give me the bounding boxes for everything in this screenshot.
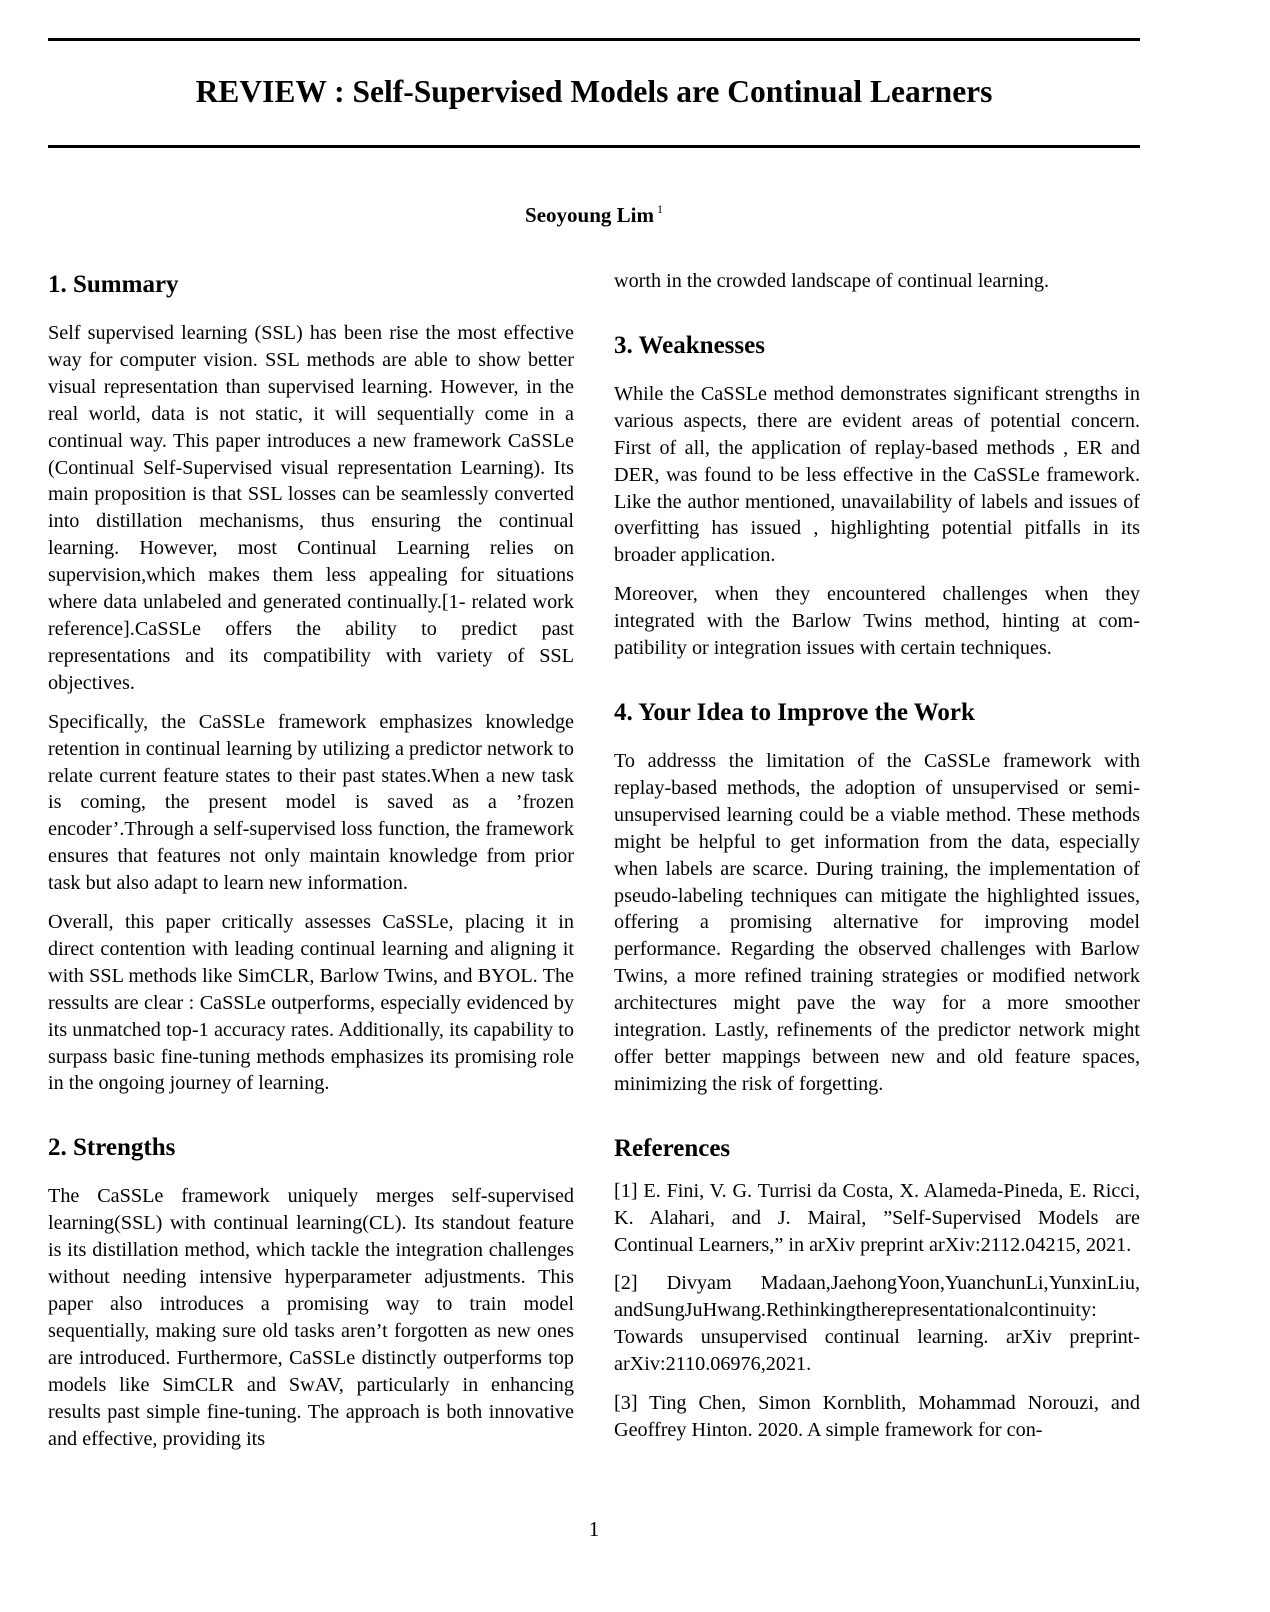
paper-title: REVIEW : Self-Supervised Models are Continual Learners xyxy=(195,74,993,109)
improve-paragraph: To addresss the limitation of the CaSSLe framework with replay-based methods, the adoption of unsupervised or semi-unsupervised learning could be a viable method. These methods might be helpful to get information from the data, especially when labels are scarce. During training, the implementation of pseudo-labeling techniques can mitigate the highlighted issues, offering a promising alternative for improving model performance. Regarding the observed challenges with Barlow Twins, a more refined training strategies or modified network architectures might pave the way for a more smoother integration. Lastly, refinements of the predictor network might offer better mappings between new and old feature spaces, minimizing the risk of forgetting. xyxy=(614,749,1140,1095)
author-line xyxy=(48,195,1140,229)
summary-heading: 1. Summary xyxy=(48,271,179,298)
references-heading: References xyxy=(614,1134,731,1162)
left-column xyxy=(48,268,574,1464)
author-affiliation-mark: 1 xyxy=(656,202,663,216)
summary-paragraph: Specifically, the CaSSLe framework emphasizes knowledge retention in continual learning by utilizing a predictor network to relate current feature states to their past states.When a new task is coming, the present model is saved as a ’frozen encoder’.Through a self-supervised loss function, the framework ensures that features not only maintain knowledge from prior task but also adapt to learn new information. xyxy=(48,710,574,895)
title-bottom-rule xyxy=(48,145,1140,148)
summary-paragraph: Self supervised learning (SSL) has been rise the most effective way for computer vision. SSL methods are able to show better visual representation than supervised learning. However, in the real world, data is not static, it will sequentially come in a continual way. This paper introduces a new framework CaSSLe (Continual Self-Supervised visual representation Learning). Its main proposition is that SSL losses can be seamlessly converted into distillation mechanisms, thus ensuring the continual learning. However, most Continual Learning relies on supervision,which makes them less appealing for situations where data unlabeled and generated continually.[1- related work reference].CaSSLe offers the ability to predict past representations and its compatibility with variety of SSL objectives. xyxy=(48,322,574,694)
strengths-paragraph: The CaSSLe framework uniquely merges self-supervised learning(SSL) with continual learning(CL). Its standout feature is its distillation method, which tackle the integration challenges without needing intensive hyperparameter adjustments. This paper also introduces a promising way to train model sequentially, making sure old tasks aren’t forgotten as new ones are introduced. Furthermore, CaSSLe distinctly outperforms top models like SimCLR and SwAV, particularly in enhancing results past simple fine-tuning. The approach is both innovative and effective, providing its xyxy=(48,1185,574,1450)
page-number: 1 xyxy=(588,1517,600,1541)
improve-heading: 4. Your Idea to Improve the Work xyxy=(614,698,975,726)
author-name: Seoyoung Lim xyxy=(525,203,654,227)
weaknesses-paragraph: While the CaSSLe method demonstrates significant strengths in various aspects, there are evident areas of potential concern. First of all, the application of replay-based methods , ER and DER, was found to be less effective in the CaSSLe framework. Like the author mentioned, unavailability of labels and issues of overfitting has issued , highlighting potential pitfalls in its broader application. xyxy=(614,382,1140,567)
strengths-heading: 2. Strengths xyxy=(48,1134,176,1162)
right-column xyxy=(614,268,1140,1456)
reference-item: [2] Divyam Madaan,JaehongYoon,YuanchunLi,YunxinLiu, andSungJuHwang.Rethinkingtherepresentationalcontinuity: Towards unsupervised continual learning. arXiv preprint-arXiv:2110.06976,2021. xyxy=(614,1272,1140,1376)
reference-item: [3] Ting Chen, Simon Kornblith, Mohammad Norouzi, and Geoffrey Hinton. 2020. A simple framework for con- xyxy=(614,1392,1140,1441)
weaknesses-paragraph: Moreover, when they encountered challenges when they integrated with the Barlow Twins method, hinting at compatibility or integration issues with certain techniques. xyxy=(614,583,1140,660)
strengths-paragraph-continued: worth in the crowded landscape of continual learning. xyxy=(614,270,1050,292)
title-top-rule xyxy=(48,38,1140,41)
summary-paragraph: Overall, this paper critically assesses CaSSLe, placing it in direct contention with leading continual learning and aligning it with SSL methods like SimCLR, Barlow Twins, and BYOL. The ressults are clear : CaSSLe outperforms, especially evidenced by its unmatched top-1 accuracy rates. Additionally, its capability to surpass basic fine-tuning methods emphasizes its promising role in the ongoing journey of learning. xyxy=(48,911,574,1095)
weaknesses-heading: 3. Weaknesses xyxy=(614,331,765,359)
reference-item: [1] E. Fini, V. G. Turrisi da Costa, X. Alameda-Pineda, E. Ricci, K. Alahari, and J. Mairal, ”Self-Supervised Models are Continual Learners,” in arXiv preprint arXiv:2112.04215, 2021. xyxy=(614,1179,1140,1256)
